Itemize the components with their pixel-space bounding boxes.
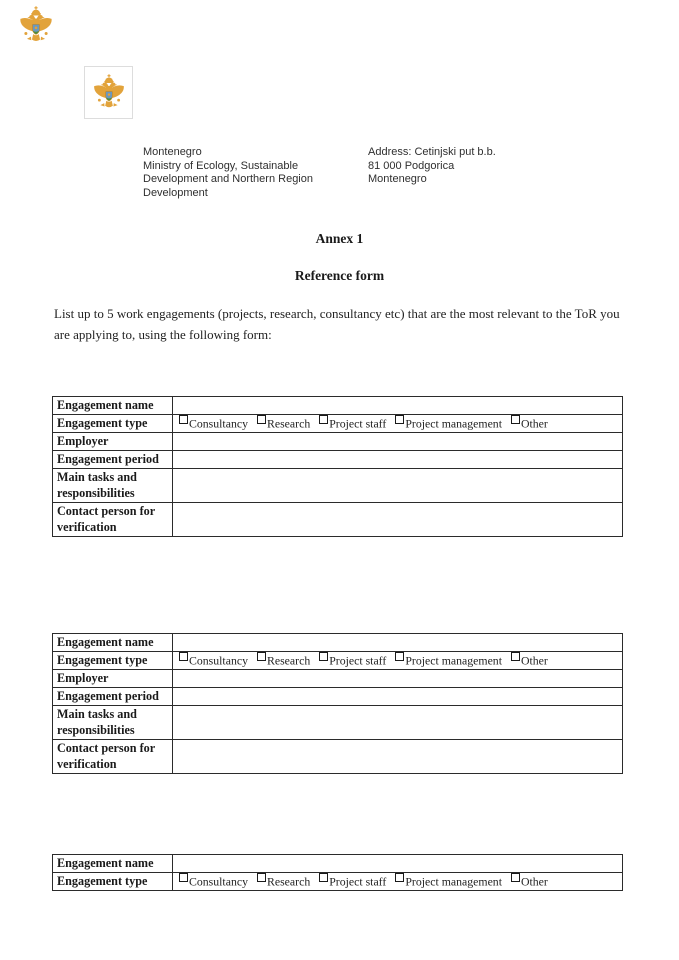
- checkbox-icon[interactable]: [511, 652, 520, 661]
- engagement-type-options: [173, 415, 622, 432]
- checkbox-option[interactable]: [179, 415, 248, 432]
- checkbox-label: Other: [520, 653, 548, 668]
- checkbox-label: Research: [266, 416, 311, 431]
- checkbox-label: Project management: [405, 653, 502, 668]
- checkbox-label: Project staff: [329, 874, 387, 889]
- checkbox-icon[interactable]: [257, 415, 266, 424]
- table-row-contact: [53, 739, 622, 773]
- checkbox-option[interactable]: [319, 415, 386, 432]
- row-label-contact: Contact person for verification: [53, 740, 173, 773]
- montenegro-coat-of-arms-icon: [91, 74, 127, 112]
- checkbox-option[interactable]: [257, 652, 310, 669]
- checkbox-label: Consultancy: [189, 416, 248, 431]
- checkbox-icon[interactable]: [395, 652, 404, 661]
- row-label-type: Engagement type: [53, 652, 173, 669]
- ministry-name-block: [143, 146, 368, 201]
- table-row-period: [53, 687, 622, 705]
- row-label-employer: Employer: [53, 433, 173, 450]
- checkbox-label: Research: [266, 874, 311, 889]
- row-label-period: Engagement period: [53, 451, 173, 468]
- engagement-type-options: [173, 652, 622, 669]
- checkbox-label: Project management: [405, 416, 502, 431]
- checkbox-icon[interactable]: [257, 873, 266, 882]
- montenegro-coat-of-arms-icon: [17, 6, 55, 46]
- table-row-tasks: [53, 705, 622, 739]
- input-cell-contact[interactable]: [173, 503, 622, 536]
- checkbox-icon[interactable]: [179, 652, 188, 661]
- table-row-type: [53, 651, 622, 669]
- row-label-name: Engagement name: [53, 397, 173, 414]
- engagement-table-3: [52, 854, 623, 891]
- input-cell-tasks[interactable]: [173, 706, 622, 739]
- engagement-table-1: [52, 396, 623, 537]
- checkbox-label: Project staff: [329, 416, 387, 431]
- input-cell-contact[interactable]: [173, 740, 622, 773]
- checkbox-label: Research: [266, 653, 311, 668]
- table-row-employer: [53, 669, 622, 687]
- checkbox-option[interactable]: [395, 415, 502, 432]
- address-line: Montenegro: [368, 173, 427, 186]
- input-cell-name[interactable]: [173, 855, 622, 872]
- address-line: 81 000 Podgorica: [368, 159, 455, 172]
- checkbox-option[interactable]: [395, 652, 502, 669]
- annex-title: Annex 1: [315, 231, 364, 246]
- ministry-logo: [84, 66, 133, 119]
- checkbox-option[interactable]: [395, 873, 502, 890]
- checkbox-option[interactable]: [319, 873, 386, 890]
- ministry-line: Development: [143, 187, 208, 200]
- checkbox-icon[interactable]: [257, 652, 266, 661]
- table-row-period: [53, 450, 622, 468]
- checkbox-option[interactable]: [319, 652, 386, 669]
- checkbox-icon[interactable]: [511, 415, 520, 424]
- table-row-type: [53, 872, 622, 890]
- checkbox-icon[interactable]: [395, 415, 404, 424]
- row-label-type: Engagement type: [53, 873, 173, 890]
- checkbox-label: Other: [520, 416, 548, 431]
- row-label-period: Engagement period: [53, 688, 173, 705]
- checkbox-option[interactable]: [511, 873, 548, 890]
- checkbox-label: Project management: [405, 874, 502, 889]
- checkbox-label: Consultancy: [189, 874, 248, 889]
- ministry-line: Ministry of Ecology, Sustainable: [143, 159, 299, 172]
- checkbox-icon[interactable]: [511, 873, 520, 882]
- checkbox-icon[interactable]: [319, 652, 328, 661]
- table-row-name: [53, 397, 622, 414]
- table-row-name: [53, 634, 622, 651]
- checkbox-icon[interactable]: [395, 873, 404, 882]
- engagement-type-options: [173, 873, 622, 890]
- table-row-tasks: [53, 468, 622, 502]
- ministry-line: Development and Northern Region: [143, 173, 313, 186]
- input-cell-tasks[interactable]: [173, 469, 622, 502]
- checkbox-option[interactable]: [257, 873, 310, 890]
- input-cell-employer[interactable]: [173, 670, 622, 687]
- input-cell-name[interactable]: [173, 397, 622, 414]
- row-label-tasks: Main tasks and responsibilities: [53, 706, 173, 739]
- checkbox-option[interactable]: [511, 415, 548, 432]
- row-label-employer: Employer: [53, 670, 173, 687]
- checkbox-icon[interactable]: [179, 415, 188, 424]
- checkbox-option[interactable]: [179, 873, 248, 890]
- intro-paragraph: List up to 5 work engagements (projects, research, consultancy etc) that are the most relevant to the ToR you are applying to, using the following form:: [54, 306, 620, 342]
- address-line: Address: Cetinjski put b.b.: [368, 146, 496, 158]
- checkbox-option[interactable]: [257, 415, 310, 432]
- checkbox-icon[interactable]: [319, 415, 328, 424]
- checkbox-option[interactable]: [511, 652, 548, 669]
- table-row-type: [53, 414, 622, 432]
- row-label-type: Engagement type: [53, 415, 173, 432]
- ministry-line: Montenegro: [143, 146, 202, 158]
- row-label-contact: Contact person for verification: [53, 503, 173, 536]
- table-row-contact: [53, 502, 622, 536]
- table-row-employer: [53, 432, 622, 450]
- checkbox-icon[interactable]: [179, 873, 188, 882]
- row-label-name: Engagement name: [53, 855, 173, 872]
- form-title: Reference form: [294, 268, 385, 283]
- ministry-address-block: [368, 146, 588, 187]
- checkbox-label: Other: [520, 874, 548, 889]
- row-label-tasks: Main tasks and responsibilities: [53, 469, 173, 502]
- row-label-name: Engagement name: [53, 634, 173, 651]
- checkbox-label: Project staff: [329, 653, 387, 668]
- engagement-table-2: [52, 633, 623, 774]
- input-cell-employer[interactable]: [173, 433, 622, 450]
- input-cell-period[interactable]: [173, 688, 622, 705]
- input-cell-name[interactable]: [173, 634, 622, 651]
- checkbox-option[interactable]: [179, 652, 248, 669]
- table-row-name: [53, 855, 622, 872]
- checkbox-label: Consultancy: [189, 653, 248, 668]
- input-cell-period[interactable]: [173, 451, 622, 468]
- checkbox-icon[interactable]: [319, 873, 328, 882]
